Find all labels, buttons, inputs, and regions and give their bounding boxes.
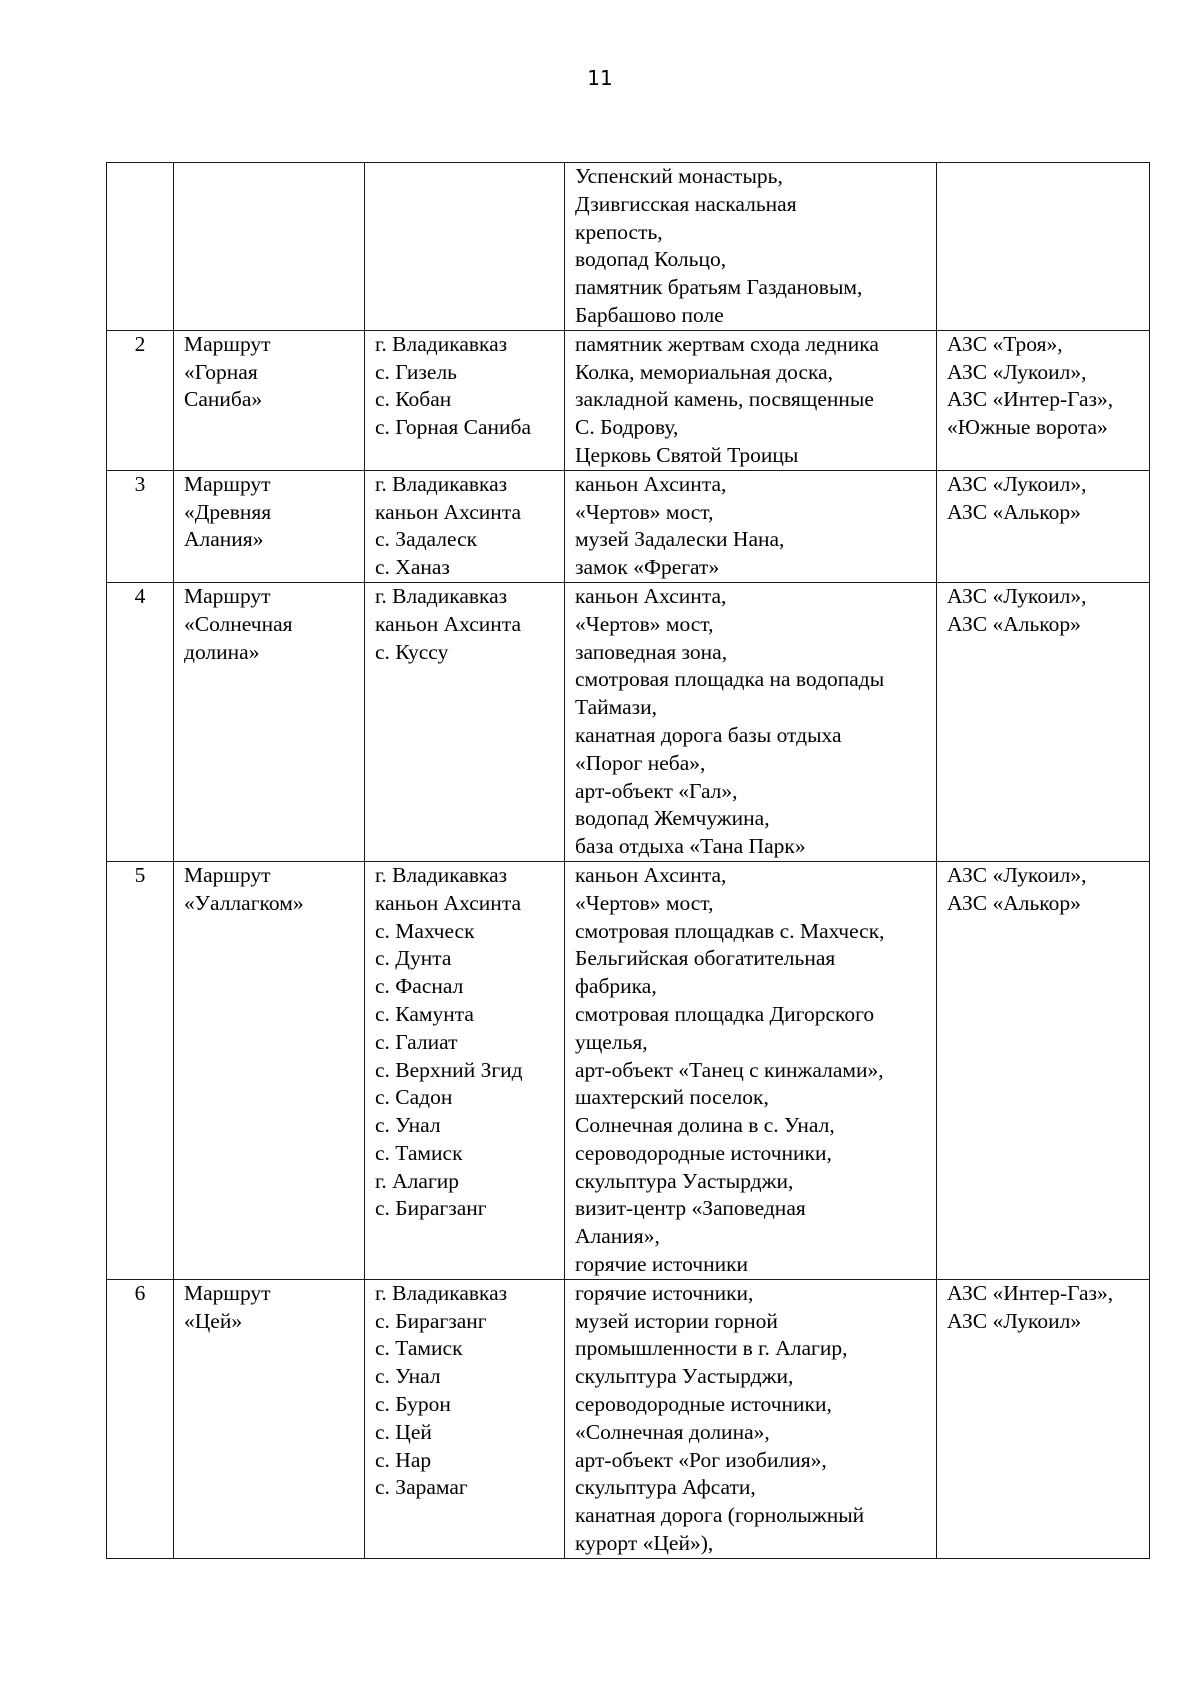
route-name-line: «Цей» — [184, 1308, 243, 1333]
route-places-cell — [365, 163, 565, 331]
route-sight-line: Барбашово поле — [575, 302, 724, 327]
route-station-line: АЗС «Интер-Газ», — [947, 1280, 1114, 1305]
route-place-line: каньон Ахсинта — [375, 890, 522, 915]
route-name-cell — [174, 163, 365, 331]
route-place-line: с. Бурон — [375, 1392, 451, 1417]
route-sight-line: Колка, мемориальная доска, — [575, 359, 834, 384]
route-sight-line: «Порог неба», — [575, 750, 706, 775]
route-place-line: с. Нар — [375, 1447, 432, 1472]
route-places-cell — [365, 330, 565, 470]
route-station-line: АЗС «Лукоил», — [947, 471, 1087, 496]
route-number-cell: 6 — [107, 1279, 174, 1558]
route-station-line: АЗС «Алькор» — [947, 611, 1081, 636]
table-row — [107, 470, 1150, 582]
route-sight-line: замок «Фрегат» — [575, 555, 720, 580]
route-sight-line: памятник жертвам схода ледника — [575, 331, 879, 356]
route-sight-line: водопад Кольцо, — [575, 247, 727, 272]
route-stations-cell — [937, 470, 1150, 582]
route-name-line: «Солнечная — [184, 611, 293, 636]
route-sight-line: смотровая площадка Дигорского — [575, 1001, 875, 1026]
route-sight-line: арт-объект «Рог изобилия», — [575, 1447, 827, 1472]
route-sight-line: скульптура Уастырджи, — [575, 1168, 794, 1193]
route-sight-line: горячие источники — [575, 1252, 749, 1277]
route-sight-line: музей истории горной — [575, 1308, 778, 1333]
route-station-line: АЗС «Лукоил», — [947, 862, 1087, 887]
route-sight-line: каньон Ахсинта, — [575, 583, 727, 608]
route-place-line: с. Зарамаг — [375, 1475, 468, 1500]
route-station-line: АЗС «Алькор» — [947, 890, 1081, 915]
page-number: 11 — [587, 66, 613, 90]
table-row — [107, 582, 1150, 861]
route-place-line: с. Тамиск — [375, 1336, 463, 1361]
route-sight-line: Таймази, — [575, 695, 658, 720]
route-place-line: с. Верхний Згид — [375, 1057, 523, 1082]
route-sight-line: «Солнечная долина», — [575, 1419, 770, 1444]
route-name-line: Маршрут — [184, 331, 271, 356]
route-station-line: АЗС «Лукоил», — [947, 583, 1087, 608]
route-name-line: Саниба» — [184, 387, 263, 412]
route-stations-cell — [937, 582, 1150, 861]
route-place-line: с. Махческ — [375, 918, 475, 943]
route-sight-line: фабрика, — [575, 974, 657, 999]
route-place-line: с. Кобан — [375, 387, 452, 412]
route-sight-line: шахтерский поселок, — [575, 1085, 769, 1110]
route-sight-line: закладной камень, посвященные — [575, 387, 874, 412]
route-stations-cell — [937, 330, 1150, 470]
route-sight-line: С. Бодрову, — [575, 415, 679, 440]
route-name-cell — [174, 330, 365, 470]
route-sight-line: водопад Жемчужина, — [575, 806, 770, 831]
route-name-line: «Уаллагком» — [184, 890, 304, 915]
route-stations-cell — [937, 1279, 1150, 1558]
table-row — [107, 330, 1150, 470]
route-number-cell: 4 — [107, 582, 174, 861]
route-place-line: с. Гизель — [375, 359, 457, 384]
route-name-line: Маршрут — [184, 862, 271, 887]
route-place-line: каньон Ахсинта — [375, 499, 522, 524]
route-sight-line: скульптура Афсати, — [575, 1475, 756, 1500]
route-sight-line: «Чертов» мост, — [575, 611, 714, 636]
route-place-line: с. Фаснал — [375, 974, 464, 999]
route-sight-line: курорт «Цей»), — [575, 1531, 714, 1556]
route-place-line: с. Горная Саниба — [375, 415, 532, 440]
route-sight-line: база отдыха «Тана Парк» — [575, 834, 806, 859]
route-sight-line: крепость, — [575, 219, 663, 244]
route-name-line: долина» — [184, 639, 260, 664]
route-place-line: с. Бирагзанг — [375, 1196, 487, 1221]
route-sight-line: сероводородные источники, — [575, 1140, 832, 1165]
route-place-line: каньон Ахсинта — [375, 611, 522, 636]
route-place-line: с. Унал — [375, 1364, 441, 1389]
route-station-line: АЗС «Лукоил», — [947, 359, 1087, 384]
route-place-line: с. Дунта — [375, 946, 452, 971]
route-sight-line: Церковь Святой Троицы — [575, 442, 799, 467]
route-place-line: г. Алагир — [375, 1168, 460, 1193]
route-place-line: с. Бирагзанг — [375, 1308, 487, 1333]
route-place-line: с. Садон — [375, 1085, 453, 1110]
routes-table-body — [107, 163, 1150, 1559]
route-number-cell: 5 — [107, 861, 174, 1279]
route-sight-line: канатная дорога (горнолыжный — [575, 1503, 865, 1528]
route-sight-line: Алания», — [575, 1224, 660, 1249]
route-sight-line: арт-объект «Танец с кинжалами», — [575, 1057, 884, 1082]
route-sight-line: визит-центр «Заповедная — [575, 1196, 806, 1221]
route-number-cell: 3 — [107, 470, 174, 582]
route-sight-line: «Чертов» мост, — [575, 890, 714, 915]
table-row — [107, 163, 1150, 331]
route-place-line: с. Камунта — [375, 1001, 474, 1026]
route-place-line: с. Галиат — [375, 1029, 458, 1054]
route-sight-line: смотровая площадкав с. Махческ, — [575, 918, 885, 943]
route-sight-line: горячие источники, — [575, 1280, 754, 1305]
route-sight-line: промышленности в г. Алагир, — [575, 1336, 848, 1361]
route-places-cell — [365, 1279, 565, 1558]
route-station-line: АЗС «Троя», — [947, 331, 1063, 356]
route-place-line: с. Тамиск — [375, 1140, 463, 1165]
table-row — [107, 1279, 1150, 1558]
route-name-cell — [174, 1279, 365, 1558]
route-name-line: Алания» — [184, 527, 264, 552]
route-sights-cell — [565, 582, 937, 861]
route-name-line: «Горная — [184, 359, 258, 384]
route-sight-line: каньон Ахсинта, — [575, 471, 727, 496]
route-place-line: с. Цей — [375, 1419, 432, 1444]
route-name-line: Маршрут — [184, 1280, 271, 1305]
route-place-line: г. Владикавказ — [375, 1280, 508, 1305]
route-sight-line: Бельгийская обогатительная — [575, 946, 836, 971]
route-number-cell: 2 — [107, 330, 174, 470]
route-name-cell — [174, 470, 365, 582]
route-place-line: г. Владикавказ — [375, 862, 508, 887]
route-sights-cell — [565, 470, 937, 582]
route-sight-line: музей Задалески Нана, — [575, 527, 785, 552]
route-place-line: г. Владикавказ — [375, 583, 508, 608]
route-sight-line: «Чертов» мост, — [575, 499, 714, 524]
route-sight-line: Успенский монастырь, — [575, 164, 783, 188]
route-sights-cell — [565, 861, 937, 1279]
routes-table — [106, 162, 1150, 1559]
route-sight-line: Солнечная долина в с. Унал, — [575, 1113, 835, 1138]
route-name-line: Маршрут — [184, 583, 271, 608]
route-station-line: АЗС «Интер-Газ», — [947, 387, 1114, 412]
route-sights-cell — [565, 163, 937, 331]
route-sight-line: канатная дорога базы отдыха — [575, 722, 842, 747]
route-place-line: с. Унал — [375, 1113, 441, 1138]
route-stations-cell — [937, 163, 1150, 331]
route-place-line: с. Ханаз — [375, 555, 450, 580]
route-sight-line: сероводородные источники, — [575, 1392, 832, 1417]
route-name-line: Маршрут — [184, 471, 271, 496]
route-places-cell — [365, 582, 565, 861]
route-place-line: с. Куссу — [375, 639, 449, 664]
route-sights-cell — [565, 330, 937, 470]
route-places-cell — [365, 861, 565, 1279]
route-station-line: АЗС «Лукоил» — [947, 1308, 1082, 1333]
route-stations-cell — [937, 861, 1150, 1279]
route-station-line: АЗС «Алькор» — [947, 499, 1081, 524]
route-place-line: с. Задалеск — [375, 527, 478, 552]
route-sight-line: каньон Ахсинта, — [575, 862, 727, 887]
route-name-cell — [174, 861, 365, 1279]
route-station-line: «Южные ворота» — [947, 415, 1108, 440]
route-sight-line: заповедная зона, — [575, 639, 728, 664]
route-places-cell — [365, 470, 565, 582]
route-number-cell — [107, 163, 174, 331]
route-sight-line: арт-объект «Гал», — [575, 778, 738, 803]
route-place-line: г. Владикавказ — [375, 471, 508, 496]
route-sight-line: ущелья, — [575, 1029, 648, 1054]
table-row — [107, 861, 1150, 1279]
route-sights-cell — [565, 1279, 937, 1558]
route-sight-line: смотровая площадка на водопады — [575, 667, 885, 692]
route-sight-line: памятник братьям Газдановым, — [575, 275, 863, 300]
route-name-cell — [174, 582, 365, 861]
route-name-line: «Древняя — [184, 499, 272, 524]
route-sight-line: Дзивгисская наскальная — [575, 191, 797, 216]
route-sight-line: скульптура Уастырджи, — [575, 1364, 794, 1389]
route-place-line: г. Владикавказ — [375, 331, 508, 356]
